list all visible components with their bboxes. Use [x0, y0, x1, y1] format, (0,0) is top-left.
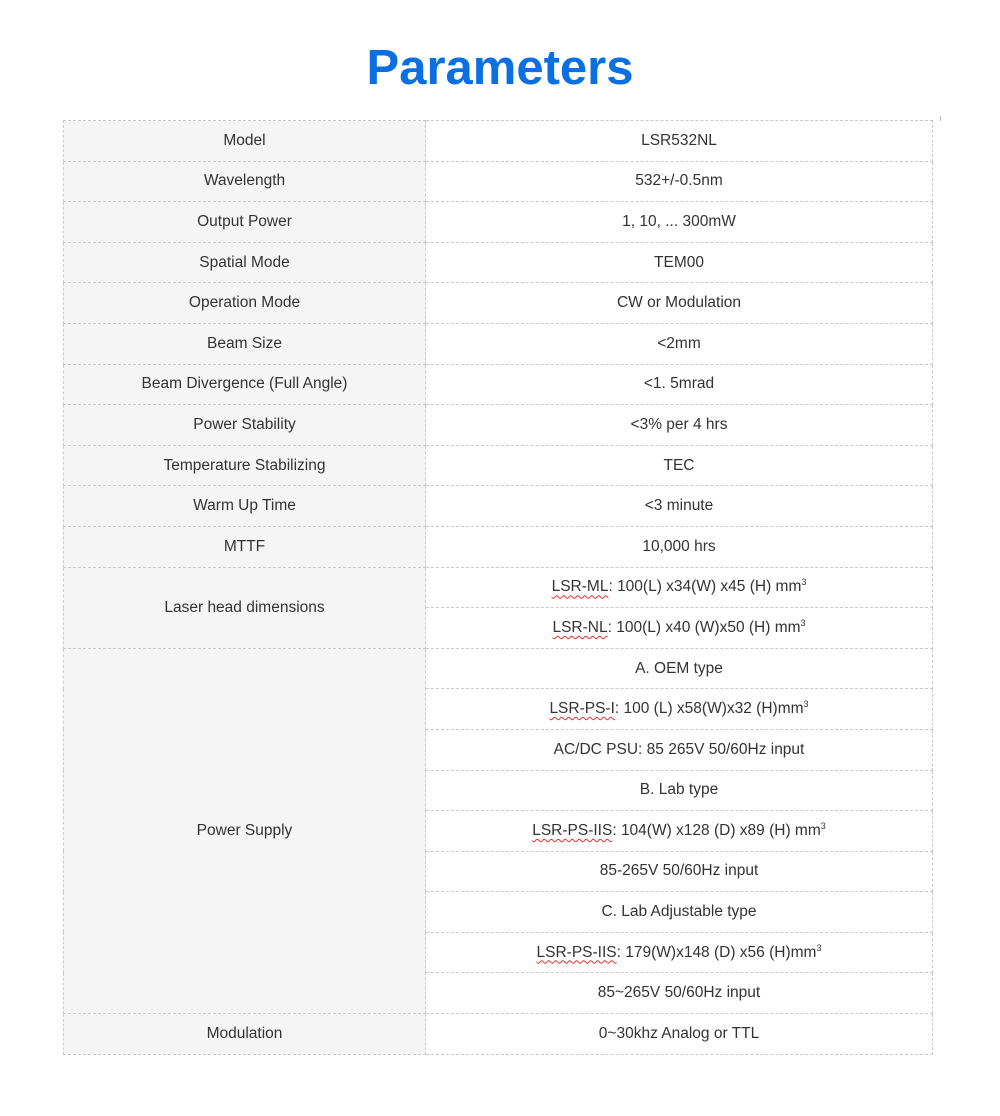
param-value: C. Lab Adjustable type	[426, 892, 933, 933]
table-row	[64, 283, 933, 324]
param-value: A. OEM type	[426, 648, 933, 689]
superscript: 3	[803, 699, 809, 710]
table-row	[64, 1014, 933, 1055]
param-label: Power Stability	[64, 405, 426, 446]
param-label: Temperature Stabilizing	[64, 445, 426, 486]
param-value: 0~30khz Analog or TTL	[426, 1014, 933, 1055]
param-label: Output Power	[64, 202, 426, 243]
model-code: LSR-PS-IIS	[536, 943, 617, 961]
param-value: <3 minute	[426, 486, 933, 527]
param-value	[426, 689, 933, 730]
param-label: Modulation	[64, 1014, 426, 1055]
param-value: AC/DC PSU: 85 265V 50/60Hz input	[426, 729, 933, 770]
param-value: LSR532NL	[426, 121, 933, 162]
param-value: CW or Modulation	[426, 283, 933, 324]
table-row	[64, 364, 933, 405]
table-row	[64, 202, 933, 243]
param-value: B. Lab type	[426, 770, 933, 811]
param-value	[426, 608, 933, 649]
param-label: MTTF	[64, 526, 426, 567]
value-text: : 179(W)x148 (D) x56 (H)mm	[616, 943, 817, 961]
param-value	[426, 811, 933, 852]
superscript: 3	[820, 820, 826, 831]
page-title: Parameters	[366, 41, 634, 95]
param-value	[426, 932, 933, 973]
param-value: 85-265V 50/60Hz input	[426, 851, 933, 892]
param-value: TEM00	[426, 242, 933, 283]
value-text: : 100(L) x34(W) x45 (H) mm	[608, 578, 802, 596]
param-value: <1. 5mrad	[426, 364, 933, 405]
model-code: LSR-PS-IIS	[532, 821, 613, 839]
table-row	[64, 567, 933, 608]
param-value: <2mm	[426, 323, 933, 364]
table-row	[64, 445, 933, 486]
value-text: : 100 (L) x58(W)x32 (H)mm	[614, 700, 804, 718]
param-label: Wavelength	[64, 161, 426, 202]
superscript: 3	[816, 942, 822, 953]
table-row	[64, 242, 933, 283]
superscript: 3	[800, 617, 806, 628]
table-row	[64, 323, 933, 364]
table-row	[64, 648, 933, 689]
param-label: Laser head dimensions	[64, 567, 426, 648]
table-row	[64, 405, 933, 446]
superscript: 3	[801, 577, 807, 588]
param-value: <3% per 4 hrs	[426, 405, 933, 446]
model-code: LSR-NL	[552, 618, 608, 636]
param-label: Beam Divergence (Full Angle)	[64, 364, 426, 405]
param-value: TEC	[426, 445, 933, 486]
param-label: Model	[64, 121, 426, 162]
value-text: : 104(W) x128 (D) x89 (H) mm	[612, 821, 821, 839]
value-text: : 100(L) x40 (W)x50 (H) mm	[607, 618, 801, 636]
table-row	[64, 486, 933, 527]
param-value: 85~265V 50/60Hz input	[426, 973, 933, 1014]
param-label: Beam Size	[64, 323, 426, 364]
param-value	[426, 567, 933, 608]
param-label: Operation Mode	[64, 283, 426, 324]
model-code: LSR-PS-I	[549, 700, 615, 718]
param-label: Warm Up Time	[64, 486, 426, 527]
param-value: 10,000 hrs	[426, 526, 933, 567]
model-code: LSR-ML	[551, 578, 609, 596]
decorative-tick	[940, 116, 941, 121]
param-value: 1, 10, ... 300mW	[426, 202, 933, 243]
param-value: 532+/-0.5nm	[426, 161, 933, 202]
param-label: Spatial Mode	[64, 242, 426, 283]
param-label: Power Supply	[64, 648, 426, 1013]
table-row	[64, 121, 933, 162]
table-row	[64, 526, 933, 567]
table-row	[64, 161, 933, 202]
parameters-table	[63, 120, 933, 1055]
